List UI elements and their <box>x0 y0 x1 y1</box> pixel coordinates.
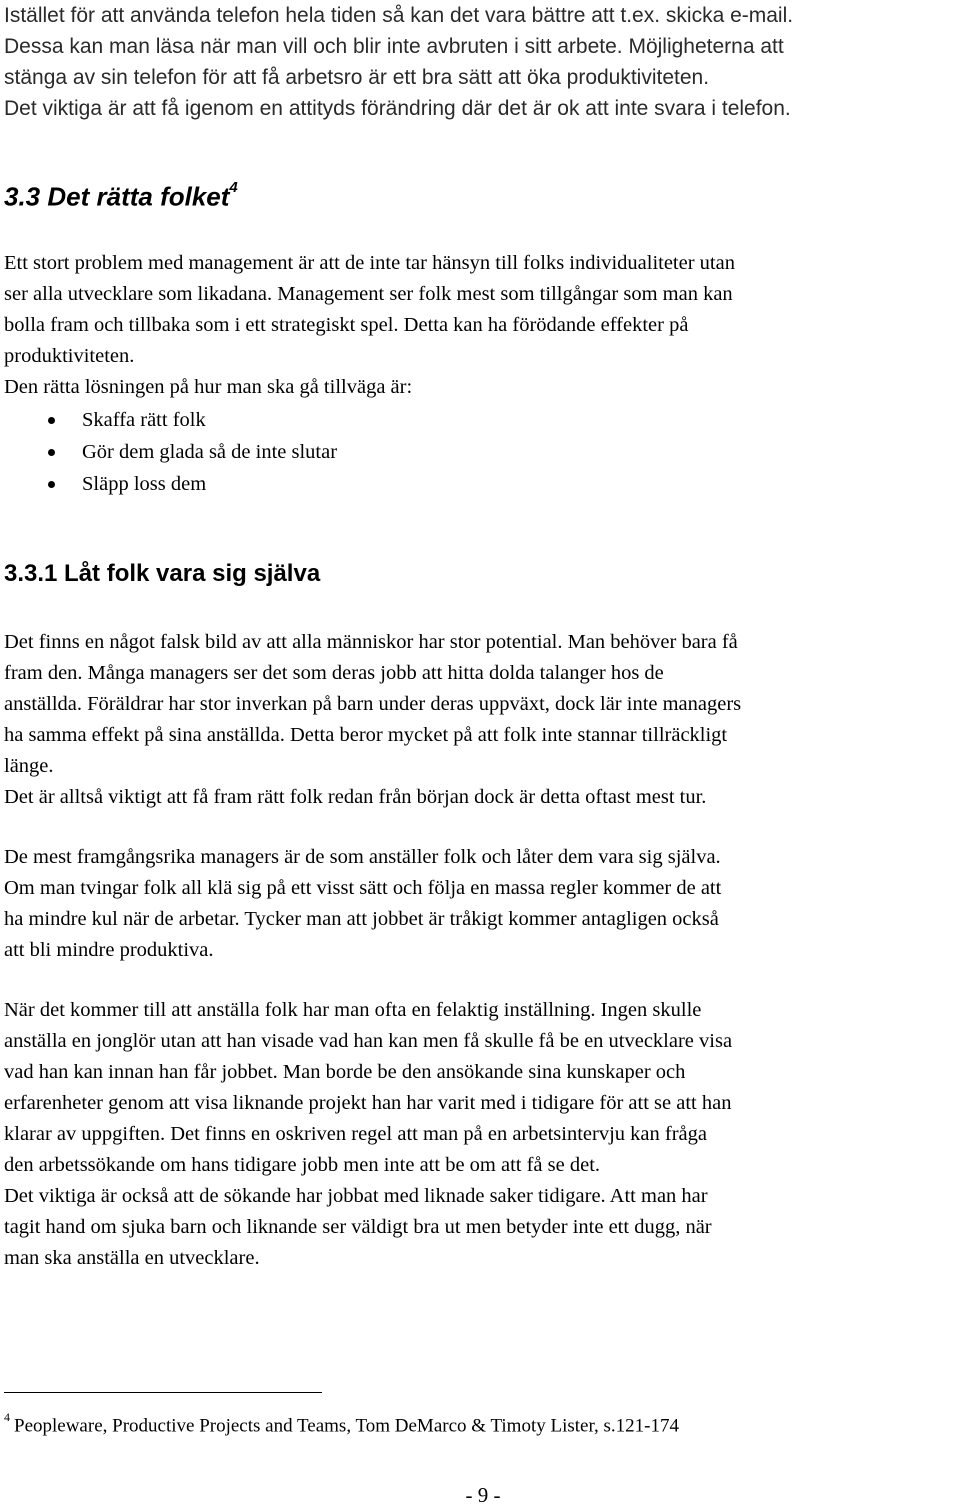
text-line: den arbetssökande om hans tidigare jobb men inte att be om att få se det. <box>4 1154 601 1176</box>
text-line: Det finns en något falsk bild av att alla människor har stor potential. Man behöver bara få <box>4 631 738 653</box>
list-item <box>0 436 337 468</box>
footnote-number: 4 <box>4 1410 10 1424</box>
text-line: produktiviteten. <box>4 345 135 367</box>
footnote-divider <box>4 1392 322 1393</box>
footnote <box>4 1405 679 1441</box>
text-line: Det är alltså viktigt att få fram rätt folk redan från början dock är detta oftast mest tur. <box>4 786 707 808</box>
section-heading-3-3 <box>4 172 238 217</box>
text-line: Ett stort problem med management är att de inte tar hänsyn till folks individualiteter utan <box>4 252 735 274</box>
text-line: När det kommer till att anställa folk har man ofta en felaktig inställning. Ingen skulle <box>4 999 702 1021</box>
text-line: Den rätta lösningen på hur man ska gå tillväga är: <box>4 376 413 398</box>
list-item <box>0 404 337 436</box>
text-line: anställda. Föräldrar har stor inverkan på barn under deras uppväxt, dock lär inte managers <box>4 693 742 715</box>
list-item-text: Skaffa rätt folk <box>82 409 206 431</box>
text-line: Det viktiga är också att de sökande har jobbat med liknade saker tidigare. Att man har <box>4 1185 708 1207</box>
list-item <box>0 468 337 500</box>
text-line: klarar av uppgiften. Det finns en oskriven regel att man på en arbetsintervju kan fråga <box>4 1123 707 1145</box>
intro-paragraph <box>4 0 956 124</box>
bullet-icon <box>48 449 55 456</box>
footnote-reference: 4 <box>229 179 238 196</box>
section-heading-text: 3.3 Det rätta folket <box>4 181 230 212</box>
text-line: Om man tvingar folk all klä sig på ett visst sätt och följa en massa regler kommer de att <box>4 877 722 899</box>
list-item-text: Gör dem glada så de inte slutar <box>82 441 338 463</box>
page-number: - 9 - <box>465 1483 501 1507</box>
footnote-text: Peopleware, Productive Projects and Teams, Tom DeMarco & Timoty Lister, s.121-174 <box>14 1415 680 1437</box>
bullet-icon <box>48 417 55 424</box>
section-3-3-paragraph <box>4 248 960 403</box>
text-line: anställa en jonglör utan att han visade vad han kan men få skulle få be en utvecklare visa <box>4 1030 733 1052</box>
text-line: Dessa kan man läsa när man vill och blir inte avbruten i sitt arbete. Möjligheterna att <box>4 35 784 58</box>
text-line: fram den. Många managers ser det som deras jobb att hitta dolda talanger hos de <box>4 662 664 684</box>
text-line: vad han kan innan han får jobbet. Man borde be den ansökande sina kunskaper och <box>4 1061 686 1083</box>
text-line: ha mindre kul när de arbetar. Tycker man att jobbet är tråkigt kommer antagligen också <box>4 908 719 930</box>
text-line: De mest framgångsrika managers är de som anställer folk och låter dem vara sig själva. <box>4 846 721 868</box>
section-3-3-1-paragraph-2 <box>4 842 960 966</box>
text-line: att bli mindre produktiva. <box>4 939 214 961</box>
text-line: erfarenheter genom att visa liknande projekt han har varit med i tidigare för att se att han <box>4 1092 732 1114</box>
text-line: tagit hand om sjuka barn och liknande ser väldigt bra ut men betyder inte ett dugg, när <box>4 1216 712 1238</box>
text-line: bolla fram och tillbaka som i ett strategiskt spel. Detta kan ha förödande effekter på <box>4 314 689 336</box>
list-item-text: Släpp loss dem <box>82 473 207 495</box>
section-3-3-1-paragraph-1 <box>4 627 960 813</box>
text-line: ser alla utvecklare som likadana. Management ser folk mest som tillgångar som man kan <box>4 283 733 305</box>
bullet-icon <box>48 481 55 488</box>
text-line: stänga av sin telefon för att få arbetsro är ett bra sätt att öka produktiviteten. <box>4 66 710 89</box>
text-line: länge. <box>4 755 54 777</box>
section-heading-3-3-1: 3.3.1 Låt folk vara sig själva <box>4 560 321 587</box>
section-3-3-1-paragraph-3 <box>4 995 960 1274</box>
bullet-list <box>0 404 337 500</box>
text-line: Det viktiga är att få igenom en attityds förändring där det är ok att inte svara i telefon. <box>4 97 791 120</box>
text-line: ha samma effekt på sina anställda. Detta beror mycket på att folk inte stannar tillräckligt <box>4 724 728 746</box>
text-line: Istället för att använda telefon hela tiden så kan det vara bättre att t.ex. skicka e-mail. <box>4 4 794 27</box>
text-line: man ska anställa en utvecklare. <box>4 1247 260 1269</box>
